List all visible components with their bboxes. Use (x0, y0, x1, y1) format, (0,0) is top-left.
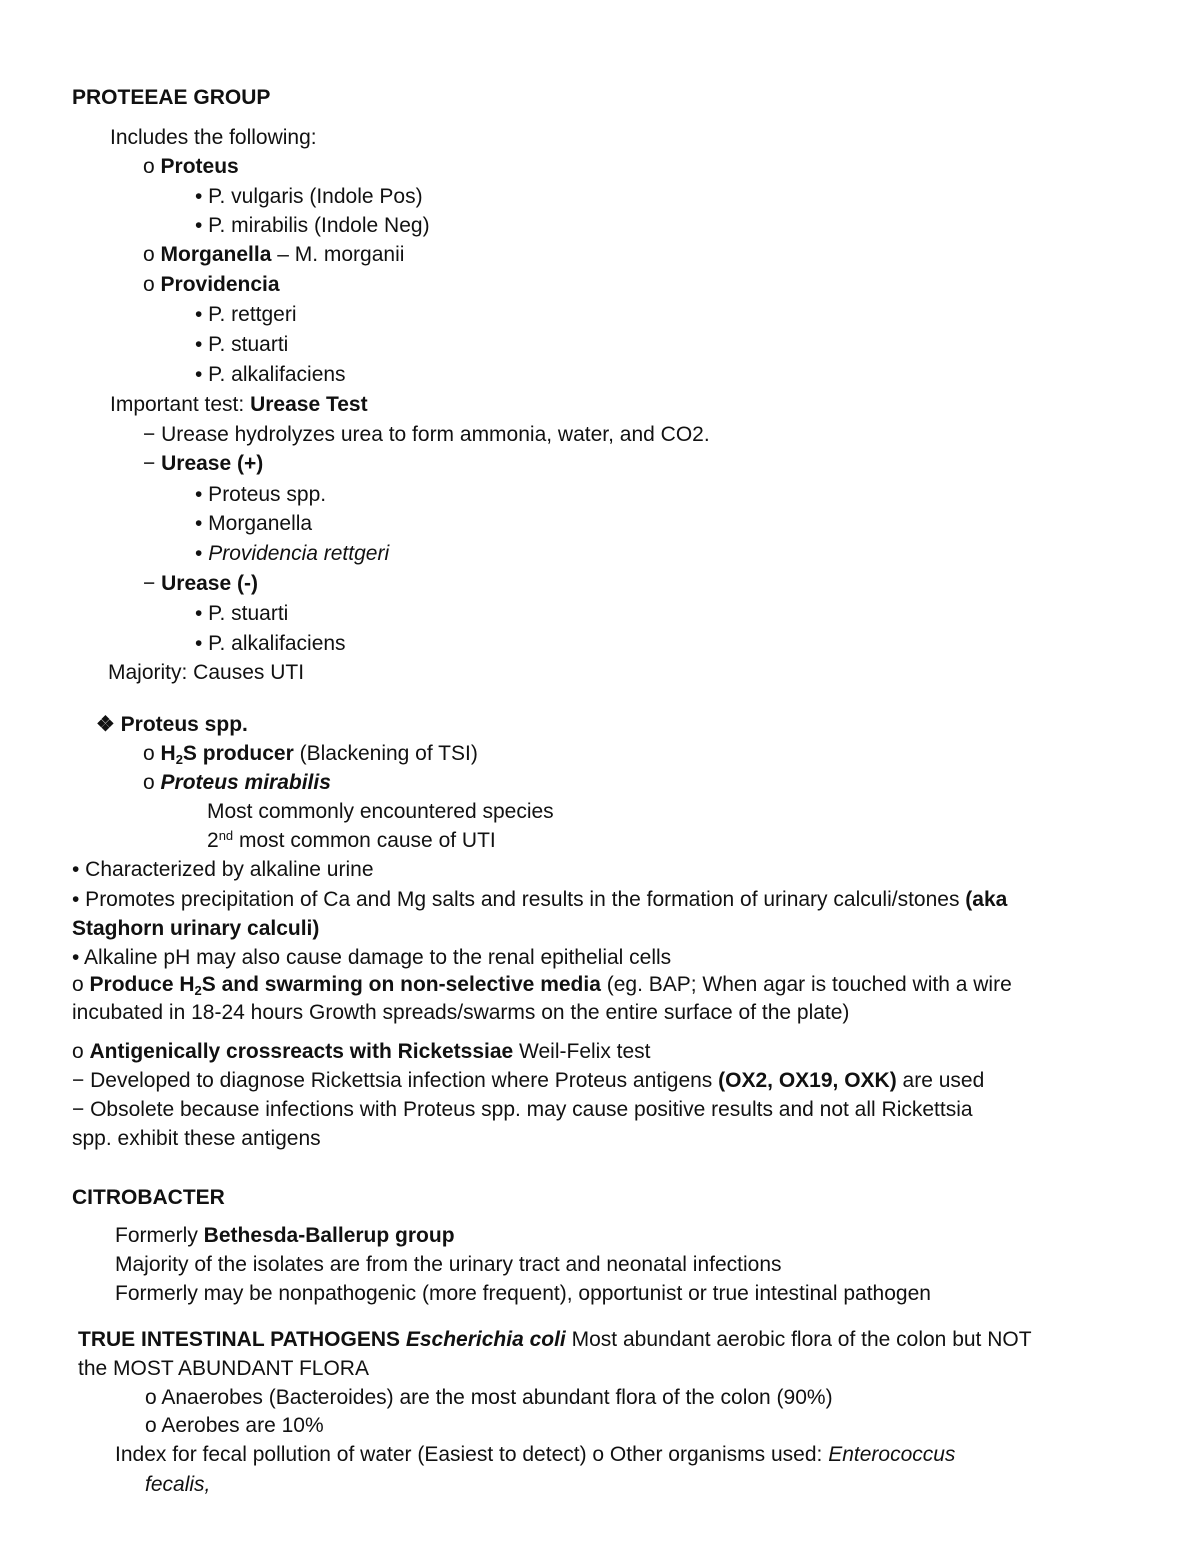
renal-damage-text: • Alkaline pH may also cause damage to the renal epithelial cells (72, 946, 672, 969)
antigen-codes: (OX2, OX19, OXK) (718, 1069, 897, 1092)
precip-text: • Promotes precipitation of Ca and Mg salts and results in the formation of urinary calculi/stones (72, 888, 966, 911)
section-heading-proteus-spp: ❖ Proteus spp. (96, 713, 248, 736)
majority-isolates-text: Majority of the isolates are from the urinary tract and neonatal infections (115, 1253, 782, 1276)
list-item-morganella (143, 243, 404, 266)
genus-label: Proteus (160, 155, 239, 178)
section-heading-citrobacter: CITROBACTER (72, 1186, 225, 1209)
antigenic-label: Antigenically crossreacts with Ricketssiae (89, 1040, 514, 1063)
second-rest: most common cause of UTI (233, 829, 496, 852)
urease-negative-heading (143, 572, 258, 595)
most-abundant-text: the MOST ABUNDANT FLORA (78, 1357, 369, 1380)
species-text: – M. morganii (271, 243, 405, 266)
produce-b: S and swarming on non-selective media (201, 973, 601, 996)
antigenic-line (72, 1040, 651, 1063)
formerly-line (115, 1224, 455, 1247)
produce-a: Produce H (89, 973, 195, 996)
species-italic: Providencia rettgeri (208, 542, 390, 565)
list-item: • P. alkalifaciens (195, 632, 346, 655)
formerly-pathogen-text: Formerly may be nonpathogenic (more frequent), opportunist or true intestinal pathogen (115, 1282, 931, 1305)
produce-label (90, 973, 601, 996)
obsolete-continuation: spp. exhibit these antigens (72, 1127, 321, 1150)
genus-label: Morganella (160, 243, 272, 266)
majority-text: Majority: Causes UTI (108, 661, 305, 684)
fecalis-text (145, 1473, 210, 1496)
precip-aka: (aka (965, 888, 1008, 911)
organism-italic: Enterococcus (828, 1443, 956, 1466)
h2s-rest: S producer (182, 742, 294, 765)
h2s-sub: 2 (175, 752, 183, 767)
bullet: • (195, 542, 209, 565)
produce-h2s-line (72, 973, 1012, 996)
list-item-proteus (143, 155, 239, 178)
bullet: o (143, 742, 161, 765)
anaerobes-text: o Anaerobes (Bacteroides) are the most abundant flora of the colon (90%) (145, 1386, 833, 1409)
h2s-producer-line (143, 742, 478, 765)
weil-felix-text: Weil-Felix test (513, 1040, 651, 1063)
test-name: Urease Test (250, 393, 368, 416)
bullet: o (143, 155, 161, 178)
produce-continuation: incubated in 18-24 hours Growth spreads/swarms on the entire surface of the plate) (72, 1001, 850, 1024)
urease-description: − Urease hydrolyzes urea to form ammonia, water, and CO2. (143, 423, 710, 446)
true-intestinal-label: TRUE INTESTINAL PATHOGENS (78, 1328, 406, 1351)
alkaline-urine-text: • Characterized by alkaline urine (72, 858, 374, 881)
ordinal-sup: nd (218, 828, 234, 843)
important-prefix: Important test: (110, 393, 251, 416)
index-text: Index for fecal pollution of water (Easiest to detect) o Other organisms used: (115, 1443, 829, 1466)
produce-sub: 2 (194, 983, 202, 998)
genus-label: Providencia (160, 273, 280, 296)
bullet: o (72, 973, 90, 996)
true-intestinal-rest: Most abundant aerobic flora of the colon but NOT (565, 1328, 1032, 1351)
ecoli-name: Escherichia coli (405, 1328, 566, 1351)
list-item: • P. vulgaris (Indole Pos) (195, 185, 423, 208)
bullet: o (143, 273, 161, 296)
dash: − (143, 572, 162, 595)
species-bold-italic: Proteus mirabilis (160, 771, 331, 794)
list-item: • P. alkalifaciens (195, 363, 346, 386)
section-heading-proteeae: PROTEEAE GROUP (72, 86, 271, 109)
precipitation-text (72, 888, 1007, 911)
list-item: • Morganella (195, 512, 313, 535)
formerly-prefix: Formerly (115, 1224, 204, 1247)
includes-text: Includes the following: (110, 126, 317, 149)
true-intestinal-line (78, 1328, 1032, 1351)
urease-negative-label: Urease (-) (161, 572, 258, 595)
bullet: o (143, 771, 161, 794)
organism-italic: fecalis, (145, 1473, 211, 1496)
developed-c: are used (896, 1069, 985, 1092)
obsolete-line: − Obsolete because infections with Proteus spp. may cause positive results and not all Rickettsia (72, 1098, 973, 1121)
list-item: • P. stuarti (195, 602, 289, 625)
list-item: • P. mirabilis (Indole Neg) (195, 214, 430, 237)
bullet: o (143, 243, 161, 266)
urease-positive-label: Urease (+) (161, 452, 264, 475)
list-item: • P. stuarti (195, 333, 289, 356)
bullet: o (72, 1040, 90, 1063)
important-test-line (110, 393, 368, 416)
h2s-h: H (160, 742, 176, 765)
list-item-providencia (143, 273, 280, 296)
h2s-label (161, 742, 294, 765)
list-item (195, 542, 389, 565)
developed-a: − Developed to diagnose Rickettsia infection where Proteus antigens (72, 1069, 719, 1092)
index-fecal-line (115, 1443, 955, 1466)
list-item: • Proteus spp. (195, 483, 327, 506)
dash: − (143, 452, 162, 475)
staghorn-text: Staghorn urinary calculi) (72, 917, 320, 940)
list-item: • P. rettgeri (195, 303, 297, 326)
group-name: Bethesda-Ballerup group (203, 1224, 455, 1247)
developed-line (72, 1069, 984, 1092)
second-most-common-text (207, 829, 496, 852)
mirabilis-line (143, 771, 331, 794)
urease-positive-heading (143, 452, 263, 475)
h2s-paren: (Blackening of TSI) (293, 742, 478, 765)
aerobes-text: o Aerobes are 10% (145, 1414, 324, 1437)
ordinal-num: 2 (207, 829, 219, 852)
produce-paren: (eg. BAP; When agar is touched with a wire (600, 973, 1012, 996)
most-common-text: Most commonly encountered species (207, 800, 554, 823)
